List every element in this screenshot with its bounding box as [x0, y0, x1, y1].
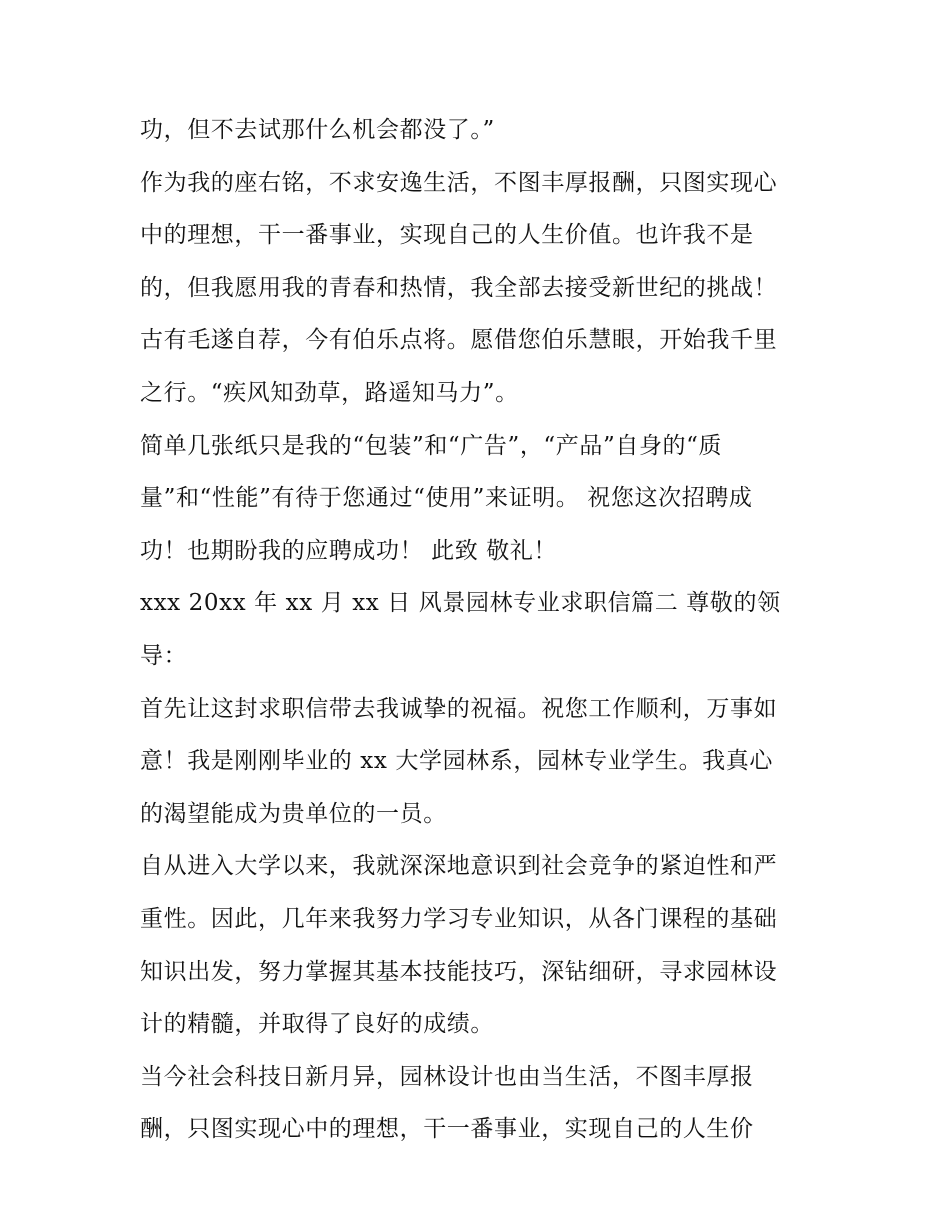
text-line: 中的理想，干一番事业，实现自己的人生价值。也许我不是 — [140, 222, 754, 249]
text-line: 意！我是刚刚毕业的 xx 大学园林系，园林专业学生。我真心 — [140, 748, 773, 775]
text-line: 简单几张纸只是我的“包装”和“广告”，“产品”自身的“质 — [140, 432, 723, 459]
text-line: 之行。“疾风知劲草，路遥知马力”。 — [140, 379, 519, 406]
text-line: 重性。因此，几年来我努力学习专业知识，从各门课程的基础 — [140, 905, 778, 932]
text-line: 自从进入大学以来，我就深深地意识到社会竞争的紧迫性和严 — [140, 853, 778, 880]
text-line: xxx 20xx 年 xx 月 xx 日 风景园林专业求职信篇二 尊敬的领 — [140, 590, 781, 617]
text-line: 作为我的座右铭，不求安逸生活，不图丰厚报酬，只图实现心 — [140, 169, 778, 196]
text-line: 计的精髓，并取得了良好的成绩。 — [140, 1011, 494, 1038]
text-line: 量”和“性能”有待于您通过“使用”来证明。 祝您这次招聘成 — [140, 485, 753, 512]
text-line: 导： — [140, 642, 188, 669]
text-line: 功！也期盼我的应聘成功！ 此致 敬礼！ — [140, 537, 558, 564]
text-line: 的，但我愿用我的青春和热情，我全部去接受新世纪的挑战！ — [140, 274, 778, 301]
text-line: 当今社会科技日新月异，园林设计也由当生活，不图丰厚报 — [140, 1063, 754, 1090]
text-line: 酬，只图实现心中的理想，干一番事业，实现自己的人生价 — [140, 1116, 754, 1143]
body-text — [140, 104, 840, 1156]
text-line: 的渴望能成为贵单位的一员。 — [140, 800, 447, 827]
text-line: 功，但不去试那什么机会都没了。” — [140, 117, 495, 143]
text-line: 首先让这封求职信带去我诚挚的祝福。祝您工作顺利，万事如 — [140, 695, 778, 722]
text-line: 古有毛遂自荐，今有伯乐点将。愿借您伯乐慧眼，开始我千里 — [140, 327, 778, 354]
text-line: 知识出发，努力掌握其基本技能技巧，深钻细研，寻求园林设 — [140, 958, 778, 985]
